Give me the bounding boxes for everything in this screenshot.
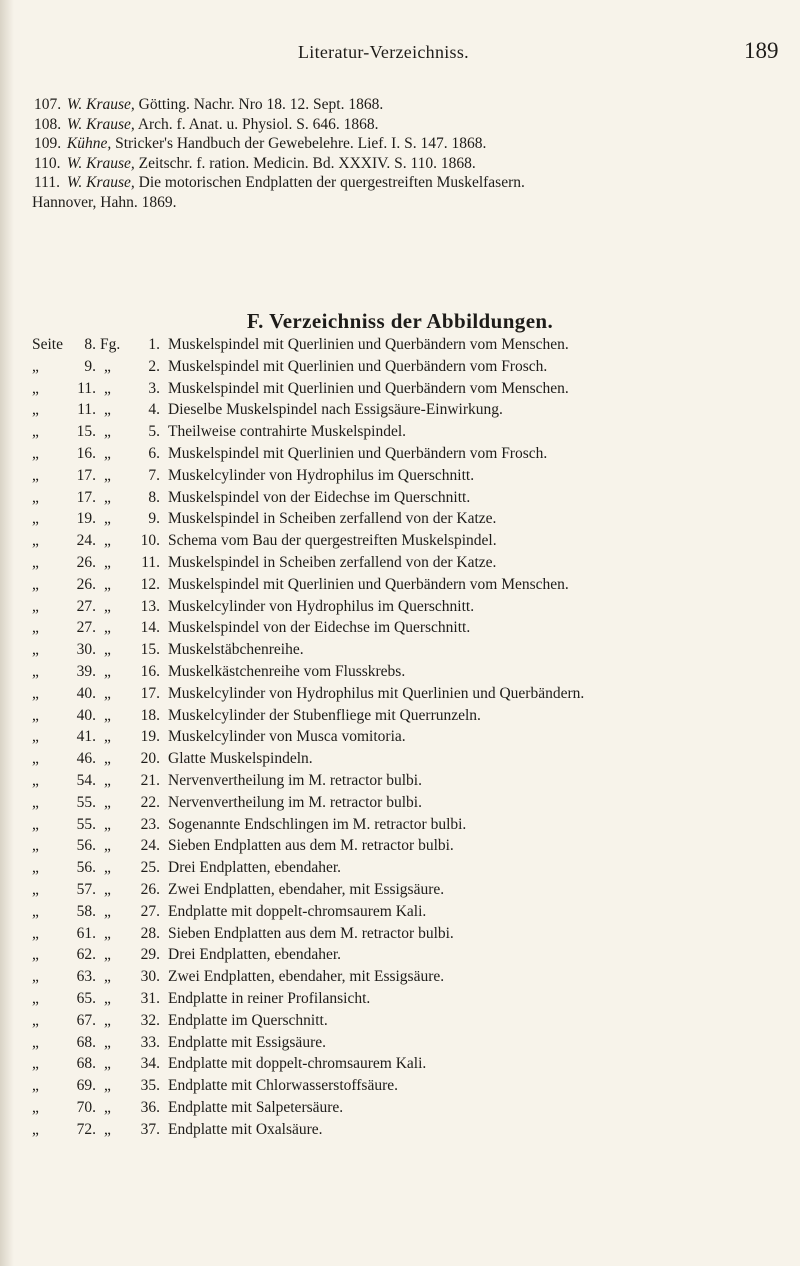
ditto-mark: „ xyxy=(32,968,39,986)
figure-row xyxy=(32,380,800,402)
ditto-mark: „ xyxy=(32,859,39,877)
figure-page: 70. xyxy=(76,1098,96,1116)
figure-row xyxy=(32,1121,800,1143)
ditto-mark: „ xyxy=(32,815,39,833)
figure-row xyxy=(32,554,800,576)
figure-row xyxy=(32,794,800,816)
figure-row xyxy=(32,685,800,707)
ditto-mark: „ xyxy=(104,379,111,397)
figure-number: 2. xyxy=(148,357,160,375)
ditto-mark: „ xyxy=(104,575,111,593)
ditto-mark: „ xyxy=(104,510,111,528)
figure-number: 13. xyxy=(140,597,160,615)
ditto-mark: „ xyxy=(104,706,111,724)
reference-number: 109. xyxy=(34,135,62,153)
ditto-mark: „ xyxy=(32,1098,39,1116)
figure-number: 37. xyxy=(140,1120,160,1138)
ditto-mark: „ xyxy=(104,771,111,789)
figure-description: Theilweise contrahirte Muskelspindel. xyxy=(168,423,407,441)
ditto-mark: „ xyxy=(104,989,111,1007)
ditto-mark: „ xyxy=(32,750,39,768)
reference-text: Die motorischen Endplatten der quergestreiften Muskelfasern. xyxy=(138,174,525,192)
figure-page: 62. xyxy=(76,946,96,964)
figure-row xyxy=(32,1099,800,1121)
figure-row xyxy=(32,772,800,794)
figure-page: 17. xyxy=(76,466,96,484)
ditto-mark: „ xyxy=(104,532,111,550)
reference-item xyxy=(32,135,792,155)
figure-row xyxy=(32,925,800,947)
figure-page: 15. xyxy=(76,423,96,441)
figure-row xyxy=(32,881,800,903)
figure-page: 61. xyxy=(76,924,96,942)
figure-row xyxy=(32,510,800,532)
section-title: F. Verzeichniss der Abbildungen. xyxy=(246,309,554,333)
figure-page: 41. xyxy=(76,728,96,746)
ditto-mark: „ xyxy=(32,466,39,484)
figure-page: 55. xyxy=(76,793,96,811)
ditto-mark: „ xyxy=(32,444,39,462)
figure-number: 23. xyxy=(140,815,160,833)
figure-description: Drei Endplatten, ebendaher. xyxy=(168,946,342,964)
figure-row xyxy=(32,598,800,620)
figure-description: Nervenvertheilung im M. retractor bulbi. xyxy=(168,793,422,811)
figure-description: Nervenvertheilung im M. retractor bulbi. xyxy=(168,771,422,789)
figure-page: 65. xyxy=(76,989,96,1007)
ditto-mark: „ xyxy=(32,793,39,811)
figure-page: 9. xyxy=(84,357,96,375)
figure-number: 26. xyxy=(140,880,160,898)
figure-page: 30. xyxy=(76,641,96,659)
figure-number: 32. xyxy=(140,1011,160,1029)
ditto-mark: „ xyxy=(104,553,111,571)
figure-description: Muskelspindel in Scheiben zerfallend von der Katze. xyxy=(168,510,497,528)
ditto-mark: „ xyxy=(32,1055,39,1073)
figure-number: 16. xyxy=(140,662,160,680)
ditto-mark: „ xyxy=(104,946,111,964)
ditto-mark: „ xyxy=(32,575,39,593)
figure-number: 19. xyxy=(140,728,160,746)
figure-row xyxy=(32,576,800,598)
figure-page: 8. xyxy=(84,336,96,353)
ditto-mark: „ xyxy=(32,1120,39,1138)
figure-description: Muskelspindel von der Eidechse im Querschnitt. xyxy=(168,619,471,637)
figure-description: Muskelstäbchenreihe. xyxy=(168,641,304,659)
figure-description: Sieben Endplatten aus dem M. retractor bulbi. xyxy=(168,837,454,855)
figure-row xyxy=(32,423,800,445)
figure-description: Drei Endplatten, ebendaher. xyxy=(168,859,342,877)
ditto-mark: „ xyxy=(104,750,111,768)
figure-page: 24. xyxy=(76,532,96,550)
reference-text: Götting. Nachr. Nro 18. 12. Sept. 1868. xyxy=(138,96,384,113)
ditto-mark: „ xyxy=(32,1077,39,1095)
ditto-mark: „ xyxy=(104,1098,111,1116)
figure-row xyxy=(32,903,800,925)
figure-description: Muskelspindel von der Eidechse im Querschnitt. xyxy=(168,488,471,506)
figure-description: Sogenannte Endschlingen im M. retractor bulbi. xyxy=(168,815,467,833)
figure-number: 12. xyxy=(140,575,160,593)
figure-row xyxy=(32,1034,800,1056)
figure-page: 69. xyxy=(76,1077,96,1095)
figure-row xyxy=(32,859,800,881)
figure-list xyxy=(32,336,800,1142)
figure-row xyxy=(32,358,800,380)
reference-item xyxy=(32,174,792,194)
figure-number: 22. xyxy=(140,793,160,811)
ditto-mark: „ xyxy=(104,684,111,702)
ditto-mark: „ xyxy=(32,924,39,942)
ditto-mark: „ xyxy=(104,597,111,615)
figure-description: Endplatte mit Salpetersäure. xyxy=(168,1098,344,1116)
figure-number: 34. xyxy=(140,1055,160,1073)
figure-number: 5. xyxy=(148,423,160,441)
figure-row xyxy=(32,707,800,729)
figure-number: 17. xyxy=(140,684,160,702)
figure-description: Endplatte mit doppelt-chromsaurem Kali. xyxy=(168,902,427,920)
figure-page: 11. xyxy=(77,401,96,419)
reference-item xyxy=(32,116,792,136)
reference-author: W. Krause, xyxy=(66,115,135,133)
figure-row xyxy=(32,990,800,1012)
running-title: Literatur-Verzeichniss. xyxy=(298,42,469,62)
reference-author: W. Krause, xyxy=(66,96,135,113)
figure-page: 68. xyxy=(76,1033,96,1051)
ditto-mark: „ xyxy=(32,728,39,746)
ditto-mark: „ xyxy=(104,1077,111,1095)
ditto-mark: „ xyxy=(104,619,111,637)
ditto-mark: „ xyxy=(32,946,39,964)
figure-number: 31. xyxy=(140,989,160,1007)
ditto-mark: „ xyxy=(104,1055,111,1073)
ditto-mark: „ xyxy=(104,924,111,942)
figure-row xyxy=(32,641,800,663)
figure-number: 3. xyxy=(148,379,160,397)
ditto-mark: „ xyxy=(32,510,39,528)
figure-number: 36. xyxy=(140,1098,160,1116)
reference-item xyxy=(32,96,792,116)
ditto-mark: „ xyxy=(32,619,39,637)
figure-description: Dieselbe Muskelspindel nach Essigsäure-Einwirkung. xyxy=(168,401,503,419)
figure-number: 21. xyxy=(140,771,160,789)
figure-number: 1. xyxy=(148,336,160,353)
ditto-mark: „ xyxy=(32,1033,39,1051)
figure-description: Endplatte mit Chlorwasserstoffsäure. xyxy=(168,1077,399,1095)
page-number: 189 xyxy=(744,38,779,63)
ditto-mark: „ xyxy=(32,662,39,680)
figure-description: Zwei Endplatten, ebendaher, mit Essigsäure. xyxy=(168,880,445,898)
ditto-mark: „ xyxy=(104,423,111,441)
reference-author: W. Krause, xyxy=(66,154,135,172)
figure-page: 17. xyxy=(76,488,96,506)
ditto-mark: „ xyxy=(104,444,111,462)
figure-row xyxy=(32,532,800,554)
figure-row xyxy=(32,816,800,838)
figure-number: 24. xyxy=(140,837,160,855)
figure-number: 9. xyxy=(148,510,160,528)
figure-description: Muskelcylinder von Musca vomitoria. xyxy=(168,728,406,746)
figure-number: 14. xyxy=(140,619,160,637)
figure-number: 15. xyxy=(140,641,160,659)
figure-number: 7. xyxy=(148,466,160,484)
figure-number: 10. xyxy=(140,532,160,550)
figure-number: 6. xyxy=(148,444,160,462)
figure-row xyxy=(32,336,800,358)
ditto-mark: „ xyxy=(32,597,39,615)
figure-row xyxy=(32,401,800,423)
figure-page: 11. xyxy=(77,379,96,397)
figure-description: Muskelcylinder von Hydrophilus im Querschnitt. xyxy=(168,597,475,615)
figure-number: 35. xyxy=(140,1077,160,1095)
figure-page: 27. xyxy=(76,597,96,615)
ditto-mark: „ xyxy=(32,553,39,571)
ditto-mark: „ xyxy=(32,357,39,375)
figure-number: 18. xyxy=(140,706,160,724)
ditto-mark: „ xyxy=(104,880,111,898)
reference-continuation: Hannover, Hahn. 1869. xyxy=(32,193,177,211)
fig-label: Fg. xyxy=(100,336,121,353)
ditto-mark: „ xyxy=(104,1011,111,1029)
reference-author: W. Krause, xyxy=(66,174,135,192)
figure-page: 56. xyxy=(76,837,96,855)
reference-text: Stricker's Handbuch der Gewebelehre. Lief. I. S. 147. 1868. xyxy=(115,135,487,153)
figure-description: Muskelcylinder der Stubenfliege mit Querrunzeln. xyxy=(168,706,481,724)
figure-page: 16. xyxy=(76,444,96,462)
ditto-mark: „ xyxy=(32,423,39,441)
figure-description: Endplatte mit Oxalsäure. xyxy=(168,1120,323,1138)
ditto-mark: „ xyxy=(104,837,111,855)
figure-row xyxy=(32,750,800,772)
figure-page: 40. xyxy=(76,684,96,702)
figure-row xyxy=(32,968,800,990)
figure-page: 55. xyxy=(76,815,96,833)
figure-description: Muskelcylinder von Hydrophilus im Querschnitt. xyxy=(168,466,475,484)
figure-page: 26. xyxy=(76,553,96,571)
figure-description: Endplatte mit Essigsäure. xyxy=(168,1033,326,1051)
figure-row xyxy=(32,1055,800,1077)
ditto-mark: „ xyxy=(104,357,111,375)
figure-row xyxy=(32,467,800,489)
figure-page: 58. xyxy=(76,902,96,920)
figure-page: 57. xyxy=(76,880,96,898)
figure-page: 26. xyxy=(76,575,96,593)
ditto-mark: „ xyxy=(32,771,39,789)
ditto-mark: „ xyxy=(32,488,39,506)
figure-description: Schema vom Bau der quergestreiften Muskelspindel. xyxy=(168,532,497,550)
figure-page: 68. xyxy=(76,1055,96,1073)
reference-number: 111. xyxy=(34,174,60,192)
ditto-mark: „ xyxy=(32,902,39,920)
ditto-mark: „ xyxy=(104,859,111,877)
ditto-mark: „ xyxy=(32,532,39,550)
ditto-mark: „ xyxy=(104,902,111,920)
figure-description: Muskelkästchenreihe vom Flusskrebs. xyxy=(168,662,406,680)
figure-number: 20. xyxy=(140,750,160,768)
figure-description: Muskelspindel mit Querlinien und Querbändern vom Frosch. xyxy=(168,357,548,375)
seite-label: Seite xyxy=(32,336,63,353)
figure-description: Zwei Endplatten, ebendaher, mit Essigsäure. xyxy=(168,968,445,986)
figure-number: 25. xyxy=(140,859,160,877)
ditto-mark: „ xyxy=(32,379,39,397)
figure-row xyxy=(32,489,800,511)
figure-row xyxy=(32,1077,800,1099)
figure-description: Muskelspindel mit Querlinien und Querbändern vom Frosch. xyxy=(168,444,548,462)
ditto-mark: „ xyxy=(32,641,39,659)
figure-row xyxy=(32,619,800,641)
ditto-mark: „ xyxy=(32,1011,39,1029)
ditto-mark: „ xyxy=(32,706,39,724)
ditto-mark: „ xyxy=(32,684,39,702)
figure-page: 54. xyxy=(76,771,96,789)
figure-page: 19. xyxy=(76,510,96,528)
ditto-mark: „ xyxy=(104,793,111,811)
figure-description: Endplatte mit doppelt-chromsaurem Kali. xyxy=(168,1055,427,1073)
figure-row xyxy=(32,946,800,968)
figure-description: Muskelspindel in Scheiben zerfallend von der Katze. xyxy=(168,553,497,571)
ditto-mark: „ xyxy=(32,880,39,898)
figure-description: Muskelcylinder von Hydrophilus mit Querlinien und Querbändern. xyxy=(168,684,585,702)
figure-description: Glatte Muskelspindeln. xyxy=(168,750,313,768)
figure-page: 72. xyxy=(76,1120,96,1138)
figure-number: 4. xyxy=(148,401,160,419)
reference-number: 107. xyxy=(34,96,62,113)
figure-row xyxy=(32,663,800,685)
reference-list xyxy=(32,96,792,214)
figure-page: 67. xyxy=(76,1011,96,1029)
reference-author: Kühne, xyxy=(66,135,112,153)
ditto-mark: „ xyxy=(32,837,39,855)
figure-number: 11. xyxy=(141,553,160,571)
figure-page: 63. xyxy=(76,968,96,986)
figure-number: 8. xyxy=(148,488,160,506)
ditto-mark: „ xyxy=(104,641,111,659)
reference-text: Arch. f. Anat. u. Physiol. S. 646. 1868. xyxy=(137,115,379,133)
reference-number: 110. xyxy=(34,154,61,172)
running-head xyxy=(0,28,800,63)
ditto-mark: „ xyxy=(104,488,111,506)
reference-item xyxy=(32,155,792,175)
figure-row xyxy=(32,728,800,750)
figure-number: 28. xyxy=(140,924,160,942)
ditto-mark: „ xyxy=(104,466,111,484)
figure-number: 29. xyxy=(140,946,160,964)
figure-description: Muskelspindel mit Querlinien und Querbändern vom Menschen. xyxy=(168,379,569,397)
figure-description: Muskelspindel mit Querlinien und Querbändern vom Menschen. xyxy=(168,575,569,593)
ditto-mark: „ xyxy=(104,728,111,746)
figure-number: 33. xyxy=(140,1033,160,1051)
figure-description: Endplatte in reiner Profilansicht. xyxy=(168,989,371,1007)
figure-page: 39. xyxy=(76,662,96,680)
ditto-mark: „ xyxy=(104,1120,111,1138)
reference-number: 108. xyxy=(34,115,62,133)
ditto-mark: „ xyxy=(104,1033,111,1051)
ditto-mark: „ xyxy=(104,401,111,419)
figure-page: 40. xyxy=(76,706,96,724)
ditto-mark: „ xyxy=(32,401,39,419)
ditto-mark: „ xyxy=(32,989,39,1007)
figure-description: Muskelspindel mit Querlinien und Querbändern vom Menschen. xyxy=(168,336,569,353)
figure-row xyxy=(32,445,800,467)
ditto-mark: „ xyxy=(104,968,111,986)
reference-text: Zeitschr. f. ration. Medicin. Bd. XXXIV. S. 110. 1868. xyxy=(138,154,476,172)
page-edge xyxy=(0,0,14,1266)
figure-description: Endplatte im Querschnitt. xyxy=(168,1011,328,1029)
figure-page: 56. xyxy=(76,859,96,877)
figure-row xyxy=(32,1012,800,1034)
figure-page: 46. xyxy=(76,750,96,768)
figure-page: 27. xyxy=(76,619,96,637)
figure-row xyxy=(32,837,800,859)
figure-description: Sieben Endplatten aus dem M. retractor bulbi. xyxy=(168,924,454,942)
figure-number: 27. xyxy=(140,902,160,920)
ditto-mark: „ xyxy=(104,815,111,833)
figure-number: 30. xyxy=(140,968,160,986)
ditto-mark: „ xyxy=(104,662,111,680)
